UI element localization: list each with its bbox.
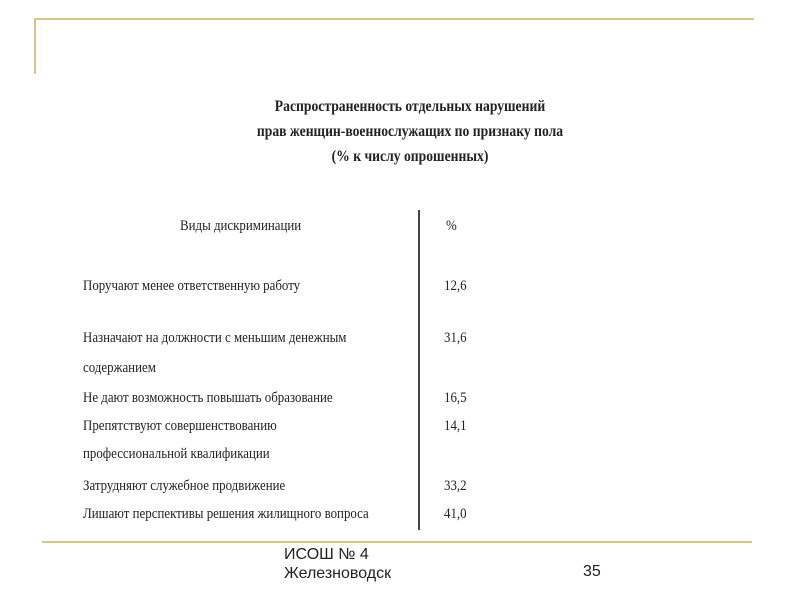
table-row-label: Назначают на должности с меньшим денежным (83, 330, 347, 346)
table-row-value: 12,6 (444, 278, 467, 294)
footer-org (284, 545, 391, 583)
table-row-label-cont: содержанием (83, 360, 156, 376)
slide-title (225, 94, 595, 169)
table-row-label-cont: профессиональной квалификации (83, 446, 270, 462)
table-row-value: 31,6 (444, 330, 467, 346)
table-row-value: 16,5 (444, 390, 467, 406)
title-line-3: (% к числу опрошенных) (331, 148, 489, 165)
frame-bottom-line (42, 541, 752, 543)
table-header-label: Виды дискриминации (180, 218, 302, 234)
table-row-value: 14,1 (444, 418, 467, 434)
table-header-percent: % (446, 218, 457, 234)
footer-org-line-1: ИСОШ № 4 (284, 546, 369, 563)
footer-org-line-2: Железноводск (284, 565, 392, 582)
page-number: 35 (583, 563, 601, 580)
frame-left-line (34, 18, 36, 74)
table-row-label: Поручают менее ответственную работу (83, 278, 301, 294)
table-divider (418, 210, 420, 530)
table-row-label: Препятствуют совершенствованию (83, 418, 277, 434)
table-row-label: Затрудняют служебное продвижение (83, 478, 286, 494)
title-line-2: прав женщин-военнослужащих по признаку пола (256, 123, 564, 140)
title-line-1: Распространенность отдельных нарушений (274, 98, 546, 115)
table-row-label: Лишают перспективы решения жилищного вопроса (83, 506, 369, 522)
table-row-value: 41,0 (444, 506, 467, 522)
table-row-value: 33,2 (444, 478, 467, 494)
table-row-label: Не дают возможность повышать образование (83, 390, 333, 406)
frame-top-line (34, 18, 754, 20)
